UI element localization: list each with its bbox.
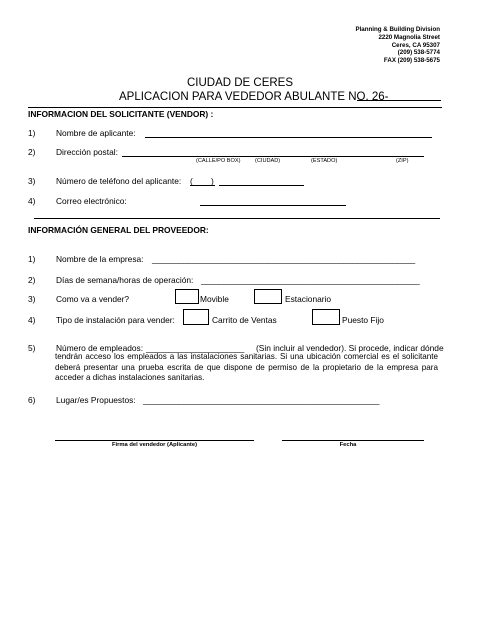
phone-label: Número de teléfono del aplicante: bbox=[56, 176, 182, 186]
locations-label: Lugar/es Propuestos: bbox=[56, 395, 136, 405]
phone-area-open: ( bbox=[190, 176, 193, 186]
vendor-section-heading: INFORMACIÓN GENERAL DEL PROVEEDOR: bbox=[28, 225, 209, 235]
installation-type-label: Tipo de instalación para vender: bbox=[56, 315, 175, 325]
office-city: Ceres, CA 95307 bbox=[391, 41, 440, 49]
phone-area-code-field[interactable] bbox=[190, 185, 215, 186]
zip-hint: (ZIP) bbox=[396, 158, 409, 164]
business-name-label: Nombre de la empresa: bbox=[56, 254, 144, 264]
sell-method-label: Como va a vender? bbox=[56, 294, 130, 304]
title-city: CIUDAD DE CERES bbox=[186, 77, 294, 89]
state-hint: (ESTADO) bbox=[311, 158, 338, 164]
street-hint: (CALLE/PO BOX) bbox=[196, 158, 241, 164]
field-number: 4) bbox=[28, 315, 36, 325]
stationary-option-label: Estacionario bbox=[285, 294, 332, 304]
employees-field[interactable]: ______________________ bbox=[146, 343, 245, 353]
sanitation-paragraph: tendrán acceso los empleados a las instalaciones sanitarias. Si una ubicación comercial es el solicitante deberá presentar una prueba escrita de que dispone de permiso de la propietario de la empresa para acceder a dichas instalaciones sanitarias. bbox=[55, 352, 438, 383]
applicant-section-heading: INFORMACION DEL SOLICITANTE (VENDOR) : bbox=[28, 109, 214, 119]
postal-address-field[interactable] bbox=[122, 156, 424, 157]
field-number: 1) bbox=[28, 128, 36, 138]
divider-top bbox=[28, 107, 442, 108]
phone-area-close: ) bbox=[211, 176, 214, 186]
postal-address-label: Dirección postal: bbox=[56, 147, 118, 157]
application-number-line[interactable] bbox=[357, 100, 441, 101]
office-name: Planning & Building Division bbox=[355, 26, 440, 33]
field-number: 6) bbox=[28, 395, 36, 405]
business-name-field[interactable]: ___________________________________________________________ bbox=[152, 254, 416, 264]
title-application: APLICACION PARA VEDEDOR ABULANTE NO. 26- bbox=[119, 91, 389, 103]
fixed-stand-checkbox[interactable] bbox=[312, 309, 340, 325]
applicant-name-label: Nombre de aplicante: bbox=[56, 128, 136, 138]
email-label: Correo electrónico: bbox=[56, 196, 127, 206]
cart-option-label: Carrito de Ventas bbox=[212, 315, 277, 325]
email-field[interactable] bbox=[200, 205, 346, 206]
field-number: 3) bbox=[28, 294, 36, 304]
hours-label: Días de semana/horas de operación: bbox=[56, 275, 194, 285]
vendor-signature-label: Firma del vendedor (Aplicante) bbox=[111, 442, 198, 448]
applicant-name-field[interactable] bbox=[145, 137, 432, 138]
mobile-option-label: Movible bbox=[200, 294, 229, 304]
field-number: 5) bbox=[28, 343, 36, 353]
field-number: 2) bbox=[28, 147, 36, 157]
date-line[interactable] bbox=[282, 440, 424, 441]
hours-field[interactable]: _________________________________________________ bbox=[201, 275, 420, 285]
field-number: 2) bbox=[28, 275, 36, 285]
employees-label: Número de empleados: bbox=[56, 343, 144, 353]
locations-field[interactable]: _____________________________________________________ bbox=[143, 395, 380, 405]
cart-checkbox[interactable] bbox=[183, 309, 209, 325]
employees-note: (Sin incluir al vendedor). Si procede, indicar dónde bbox=[256, 343, 444, 353]
field-number: 1) bbox=[28, 254, 36, 264]
field-number: 3) bbox=[28, 176, 36, 186]
office-fax: FAX (209) 538-5675 bbox=[383, 57, 440, 65]
vendor-signature-line[interactable] bbox=[55, 440, 254, 441]
mobile-checkbox[interactable] bbox=[175, 289, 199, 304]
office-phone: (209) 538-5774 bbox=[397, 49, 440, 57]
divider-middle bbox=[34, 218, 440, 219]
phone-number-field[interactable] bbox=[219, 185, 304, 186]
office-street: 2220 Magnolia Street bbox=[378, 33, 440, 41]
date-label: Fecha bbox=[339, 442, 357, 448]
fixed-stand-option-label: Puesto Fijo bbox=[342, 315, 384, 325]
field-number: 4) bbox=[28, 196, 36, 206]
office-address-block bbox=[355, 26, 440, 65]
stationary-checkbox[interactable] bbox=[254, 289, 282, 304]
city-hint: (CIUDAD) bbox=[255, 158, 281, 164]
